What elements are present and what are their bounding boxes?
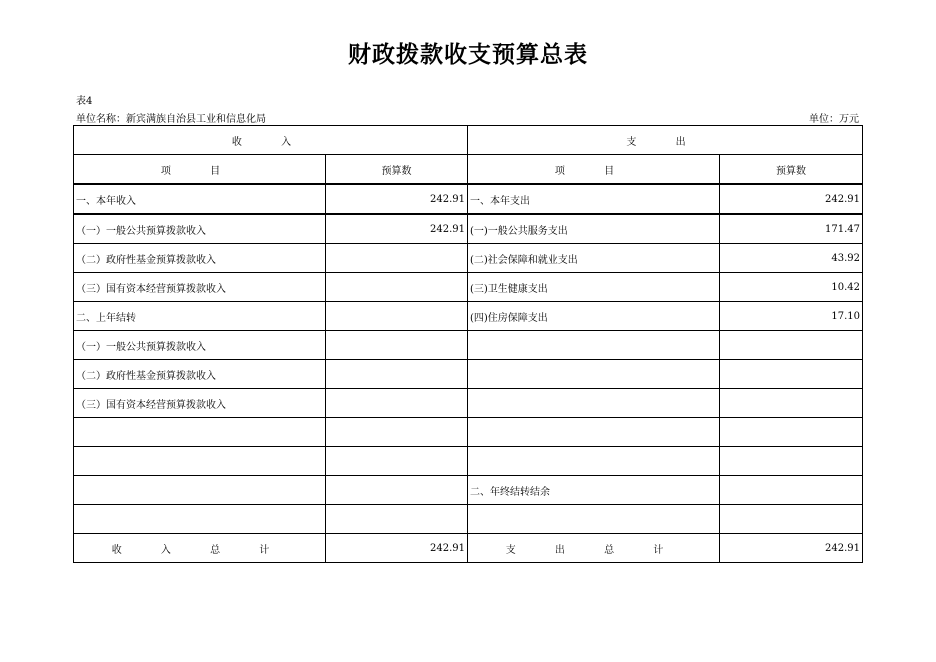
expense-item-cell: (一)一般公共服务支出 [468,214,720,244]
table-row [74,184,863,214]
expense-item-cell: 二、年终结转结余 [468,476,720,505]
income-total-label [74,534,326,563]
header-row-sections [74,126,863,155]
income-item-header [74,155,326,185]
income-value-cell [326,302,468,331]
income-item-cell: 一、本年收入 [74,184,326,214]
income-value-cell: 242.91 [326,184,468,214]
income-value-cell [326,360,468,389]
table-number: 表4 [76,96,93,107]
income-value-cell [326,389,468,418]
income-total-label-text: 收 入 总 计 [111,544,288,556]
expense-value-cell: 43.92 [720,244,863,273]
income-value-cell [326,331,468,360]
expense-total-label-text: 支 出 总 计 [505,544,682,556]
expense-item-cell [468,505,720,534]
income-item-cell: （三）国有资本经营预算拨款收入 [74,273,326,302]
income-item-cell [74,505,326,534]
table-row [74,360,863,389]
income-value-cell: 242.91 [326,214,468,244]
income-item-cell [74,447,326,476]
expense-item-cell [468,389,720,418]
income-value-cell [326,244,468,273]
income-value-cell [326,476,468,505]
page-title: 财政拨款收支预算总表 [348,41,588,68]
table-row [74,505,863,534]
expense-header-label: 支 出 [626,136,704,148]
expense-value-cell: 17.10 [720,302,863,331]
expense-budget-header: 预算数 [720,155,863,185]
income-value-cell [326,447,468,476]
table-row [74,476,863,505]
expense-header [468,126,863,155]
income-item-cell [74,476,326,505]
expense-item-cell: (四)住房保障支出 [468,302,720,331]
table-row [74,331,863,360]
income-total-value: 242.91 [326,534,468,563]
expense-value-cell [720,418,863,447]
totals-row [74,534,863,563]
income-value-cell [326,418,468,447]
table-row [74,447,863,476]
table-row [74,418,863,447]
expense-item-cell [468,447,720,476]
income-item-cell: （一）一般公共预算拨款收入 [74,331,326,360]
expense-item-cell [468,418,720,447]
table-row [74,244,863,273]
expense-item-cell: (二)社会保障和就业支出 [468,244,720,273]
expense-value-cell [720,447,863,476]
expense-item-header-label: 项 目 [554,165,633,177]
income-value-cell [326,273,468,302]
expense-item-cell: (三)卫生健康支出 [468,273,720,302]
income-item-cell: （一）一般公共预算拨款收入 [74,214,326,244]
expense-total-value: 242.91 [720,534,863,563]
income-item-cell: （二）政府性基金预算拨款收入 [74,360,326,389]
income-header [74,126,468,155]
expense-value-cell: 171.47 [720,214,863,244]
budget-table [73,125,863,563]
header-row-columns [74,155,863,185]
unit-name: 单位名称：新宾满族自治县工业和信息化局 [76,114,266,125]
expense-value-cell [720,331,863,360]
income-item-cell [74,418,326,447]
table-row [74,389,863,418]
expense-item-cell [468,360,720,389]
expense-item-cell [468,331,720,360]
expense-total-label [468,534,720,563]
table-row [74,214,863,244]
expense-value-cell [720,476,863,505]
expense-value-cell [720,505,863,534]
income-item-cell: 二、上年结转 [74,302,326,331]
income-value-cell [326,505,468,534]
expense-value-cell [720,389,863,418]
expense-item-header [468,155,720,185]
income-budget-header: 预算数 [326,155,468,185]
expense-value-cell [720,360,863,389]
expense-item-cell: 一、本年支出 [468,184,720,214]
unit-label: 单位：万元 [809,114,859,125]
table-row [74,273,863,302]
income-item-cell: （二）政府性基金预算拨款收入 [74,244,326,273]
income-item-header-label: 项 目 [160,165,239,177]
expense-value-cell: 10.42 [720,273,863,302]
income-header-label: 收 入 [231,136,310,148]
table-row [74,302,863,331]
income-item-cell: （三）国有资本经营预算拨款收入 [74,389,326,418]
expense-value-cell: 242.91 [720,184,863,214]
